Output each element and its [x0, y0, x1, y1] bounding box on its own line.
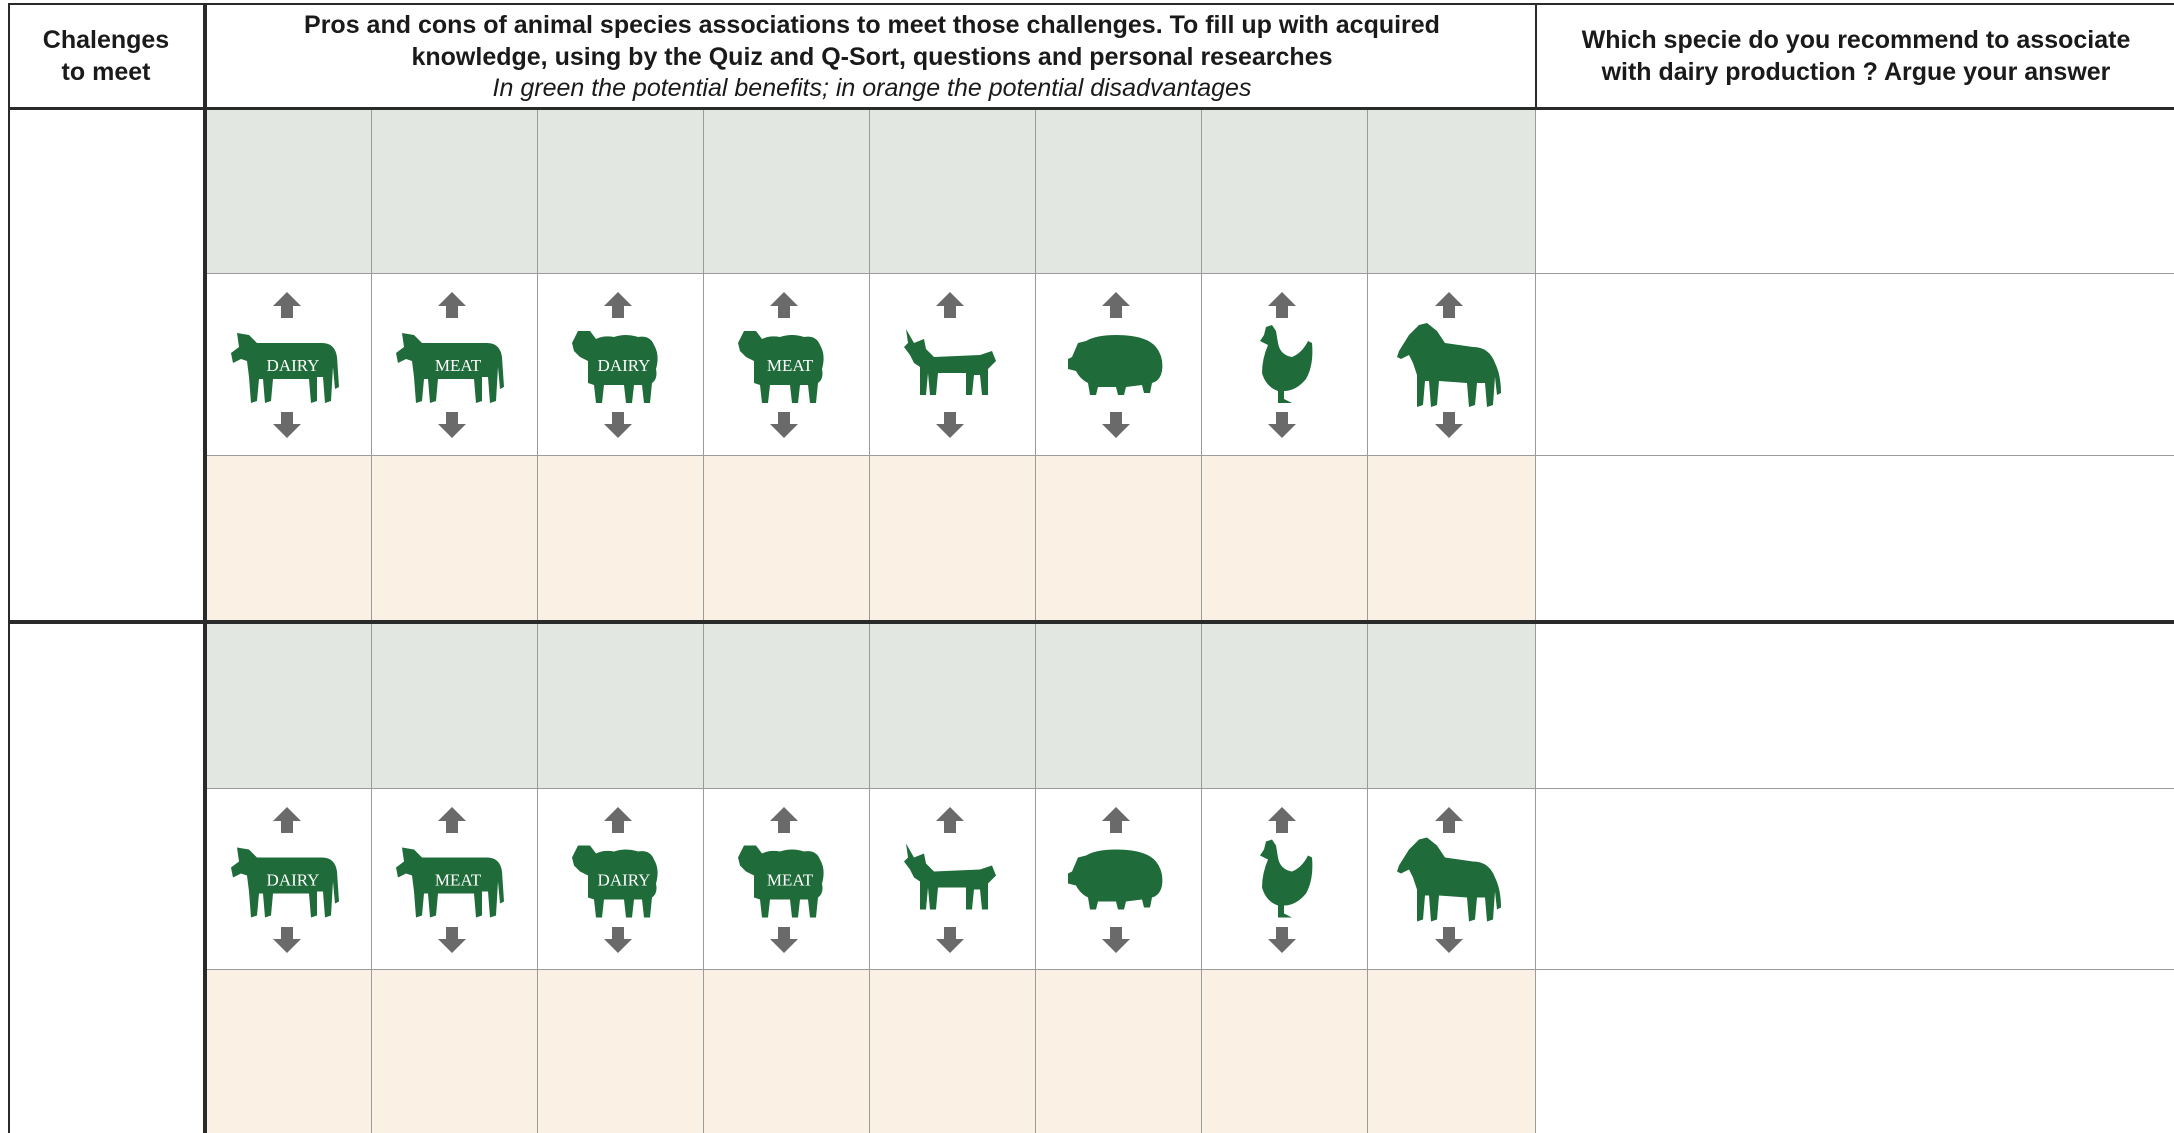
animal-card	[371, 274, 537, 456]
down-arrow-icon	[1102, 927, 1130, 953]
animal-card	[537, 789, 703, 970]
header-recommendation-line-2: with dairy production ? Argue your answer	[1601, 58, 2111, 86]
cons-cell	[371, 970, 537, 1133]
down-arrow-icon	[1268, 412, 1296, 438]
animal-card	[207, 789, 371, 970]
pros-cell	[207, 624, 371, 789]
goat-icon	[904, 844, 996, 910]
header-challenges	[8, 4, 204, 108]
cons-cell	[703, 970, 869, 1133]
animal-card	[1367, 789, 1535, 970]
animal-card	[1035, 789, 1201, 970]
pros-cell	[1201, 624, 1367, 789]
animal-cell-chicken	[1201, 789, 1367, 970]
pros-cell	[1201, 110, 1367, 274]
left-border	[8, 3, 10, 1133]
header-divider	[8, 107, 2174, 110]
pros-cell	[703, 624, 869, 789]
animal-cell-dairy-sheep	[537, 274, 703, 456]
pros-cell	[1367, 110, 1535, 274]
animal-card	[1035, 274, 1201, 456]
cons-cell	[207, 970, 371, 1133]
animal-label: DAIRY	[266, 870, 320, 890]
cons-cell	[537, 456, 703, 620]
pros-cell	[1367, 624, 1535, 789]
down-arrow-icon	[438, 927, 466, 953]
down-arrow-icon	[273, 412, 301, 438]
down-arrow-icon	[936, 927, 964, 953]
header-pros-cons-line-2: knowledge, using by the Quiz and Q-Sort, questions and personal researches	[411, 43, 1333, 71]
header-pros-cons-legend: In green the potential benefits; in orange the potential disadvantages	[492, 74, 1252, 102]
horse-icon	[1397, 838, 1501, 922]
header-pros-cons	[208, 4, 1536, 108]
column-line	[1535, 624, 1536, 1133]
down-arrow-icon	[1435, 927, 1463, 953]
animal-cell-pig	[1035, 789, 1201, 970]
animal-card	[207, 274, 371, 456]
chicken-icon	[1260, 325, 1312, 403]
pros-cell	[703, 110, 869, 274]
animal-card	[869, 789, 1035, 970]
up-arrow-icon	[1268, 292, 1296, 318]
cons-cell	[371, 456, 537, 620]
up-arrow-icon	[1435, 807, 1463, 833]
up-arrow-icon	[273, 292, 301, 318]
animal-card	[537, 274, 703, 456]
animal-label: DAIRY	[597, 870, 651, 890]
pros-cell	[207, 110, 371, 274]
cons-cell	[207, 456, 371, 620]
animal-cell-goat	[869, 789, 1035, 970]
up-arrow-icon	[1435, 292, 1463, 318]
header-recommendation	[1538, 4, 2174, 108]
up-arrow-icon	[604, 292, 632, 318]
pros-cell	[1035, 110, 1201, 274]
animal-card	[1367, 274, 1535, 456]
header-recommendation-line-1: Which specie do you recommend to associate	[1581, 26, 2131, 54]
down-arrow-icon	[936, 412, 964, 438]
header-pros-cons-line-1: Pros and cons of animal species associations to meet those challenges. To fill up with acquired	[304, 11, 1440, 39]
animal-cell-goat	[869, 274, 1035, 456]
header-col3-divider	[1535, 3, 1537, 109]
animal-label: DAIRY	[266, 356, 320, 375]
animal-cell-horse	[1367, 789, 1535, 970]
down-arrow-icon	[273, 927, 301, 953]
animal-card	[703, 274, 869, 456]
cons-cell	[1201, 970, 1367, 1133]
up-arrow-icon	[1102, 292, 1130, 318]
pros-cell	[537, 110, 703, 274]
pros-cell	[371, 624, 537, 789]
header-challenges-line-1: Chalenges	[42, 26, 170, 54]
animal-cell-horse	[1367, 274, 1535, 456]
down-arrow-icon	[604, 412, 632, 438]
cons-cell	[1367, 456, 1535, 620]
pig-icon	[1068, 335, 1162, 395]
cons-cell	[869, 456, 1035, 620]
chicken-icon	[1260, 840, 1312, 918]
cons-cell	[1035, 970, 1201, 1133]
cons-cell	[1201, 456, 1367, 620]
animal-card	[1201, 789, 1367, 970]
up-arrow-icon	[1268, 807, 1296, 833]
pros-cell	[869, 110, 1035, 274]
animal-cell-chicken	[1201, 274, 1367, 456]
header-challenges-line-2: to meet	[61, 58, 151, 86]
animal-label: DAIRY	[597, 356, 651, 375]
pig-icon	[1068, 850, 1162, 910]
animal-label: MEAT	[434, 356, 482, 375]
animal-card	[371, 789, 537, 970]
animal-cell-beef-cow	[371, 274, 537, 456]
pros-cell	[537, 624, 703, 789]
cons-cell	[1035, 456, 1201, 620]
goat-icon	[904, 329, 996, 395]
up-arrow-icon	[936, 292, 964, 318]
cons-cell	[869, 970, 1035, 1133]
animal-card	[1201, 274, 1367, 456]
animal-cell-dairy-cow	[207, 789, 371, 970]
down-arrow-icon	[770, 412, 798, 438]
animal-cell-beef-cow	[371, 789, 537, 970]
animal-label: MEAT	[766, 356, 814, 375]
animal-cell-dairy-cow	[207, 274, 371, 456]
animal-cell-dairy-sheep	[537, 789, 703, 970]
down-arrow-icon	[604, 927, 632, 953]
pros-cell	[371, 110, 537, 274]
up-arrow-icon	[936, 807, 964, 833]
cons-cell	[703, 456, 869, 620]
up-arrow-icon	[604, 807, 632, 833]
block-divider	[8, 620, 2174, 624]
animal-cell-meat-sheep	[703, 789, 869, 970]
up-arrow-icon	[770, 292, 798, 318]
animal-label: MEAT	[434, 870, 482, 890]
down-arrow-icon	[1268, 927, 1296, 953]
top-border	[8, 3, 2174, 5]
animal-label: MEAT	[766, 870, 814, 890]
down-arrow-icon	[1102, 412, 1130, 438]
pros-cell	[1035, 624, 1201, 789]
challenges-column-divider	[203, 3, 207, 1133]
column-line	[1535, 110, 1536, 620]
down-arrow-icon	[770, 927, 798, 953]
pros-cell	[869, 624, 1035, 789]
up-arrow-icon	[438, 807, 466, 833]
up-arrow-icon	[1102, 807, 1130, 833]
animal-card	[869, 274, 1035, 456]
animal-cell-pig	[1035, 274, 1201, 456]
down-arrow-icon	[1435, 412, 1463, 438]
up-arrow-icon	[273, 807, 301, 833]
up-arrow-icon	[438, 292, 466, 318]
down-arrow-icon	[438, 412, 466, 438]
animal-card	[703, 789, 869, 970]
cons-cell	[537, 970, 703, 1133]
animal-cell-meat-sheep	[703, 274, 869, 456]
horse-icon	[1397, 323, 1501, 407]
cons-cell	[1367, 970, 1535, 1133]
up-arrow-icon	[770, 807, 798, 833]
